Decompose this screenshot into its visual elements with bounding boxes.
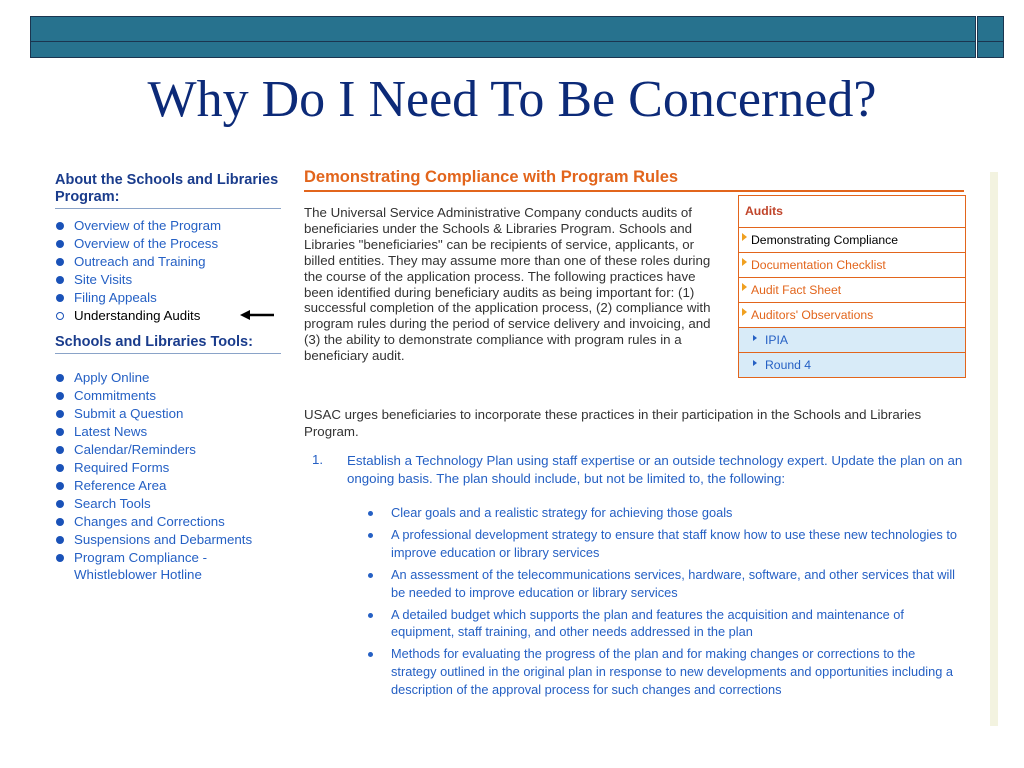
sidebar-item-submit-question[interactable] — [55, 405, 281, 423]
sidebar-item-label: Calendar/Reminders — [74, 442, 196, 458]
sidebar-list-tools — [55, 369, 281, 584]
sidebar-item-label: Site Visits — [74, 271, 133, 287]
audits-subitem-ipia[interactable] — [739, 328, 965, 353]
sidebar — [55, 172, 281, 584]
bullet-arrow-icon — [56, 536, 64, 544]
list-item-text: An assessment of the telecommunications services, hardware, software, and other services that will be needed to improve education or library services — [391, 566, 956, 600]
bullet-arrow-icon — [56, 482, 64, 490]
bullet-arrow-icon — [56, 428, 64, 436]
sidebar-item-label: Required Forms — [74, 459, 170, 475]
sidebar-item-label: Program Compliance - Whistleblower Hotline — [74, 549, 208, 583]
bullet-arrow-icon — [56, 240, 64, 248]
bullet-arrow-icon — [56, 374, 64, 382]
bullet-dot-icon — [368, 533, 373, 538]
bullet-arrow-icon — [56, 518, 64, 526]
sidebar-item-changes-corrections[interactable] — [55, 513, 281, 531]
top-bar-square — [977, 16, 1004, 58]
sidebar-item-label: Outreach and Training — [74, 253, 206, 269]
sidebar-item-label: Reference Area — [74, 477, 167, 493]
bullet-dot-icon — [368, 573, 373, 578]
sidebar-heading-tools: Schools and Libraries Tools: — [55, 334, 281, 354]
audits-header: Audits — [739, 196, 965, 228]
list-item — [364, 566, 964, 602]
bullet-arrow-icon — [56, 312, 64, 320]
sidebar-item-label: Commitments — [74, 388, 157, 404]
list-item — [364, 606, 964, 642]
sidebar-item-required-forms[interactable] — [55, 459, 281, 477]
sidebar-item-apply-online[interactable] — [55, 369, 281, 387]
sidebar-item-site-visits[interactable] — [55, 271, 281, 289]
audits-item-demonstrating-compliance[interactable] — [739, 228, 965, 253]
intro-paragraph: The Universal Service Administrative Company conducts audits of beneficiaries under the Schools & Libraries Program. Schools and Libraries "beneficiaries" can be recipients of service, applicants, or billed entities. They may assume more than one of these roles during the course of the application process. The following practices have been identified during beneficiary audits as being important for: (1) successful completion of the application process, (2) compliance with program rules during the period of service delivery and invoicing, and (3) the ability to demonstrate compliance with program rules in a beneficiary audit. — [304, 205, 711, 364]
sidebar-item-commitments[interactable] — [55, 387, 281, 405]
step-text: Establish a Technology Plan using staff expertise or an outside technology expert. Update the plan on an ongoing basis. The plan should include, but not be limited to, the following: — [347, 453, 963, 486]
audits-item-auditors-observations[interactable] — [739, 303, 965, 328]
left-arrow-icon — [240, 309, 274, 321]
audits-nav-box — [738, 195, 966, 378]
audits-item-label: Audit Fact Sheet — [751, 283, 842, 297]
bullet-arrow-icon — [56, 446, 64, 454]
bullet-arrow-icon — [56, 258, 64, 266]
sidebar-item-label: Filing Appeals — [74, 289, 157, 305]
sidebar-item-overview-program[interactable] — [55, 217, 281, 235]
bullet-dot-icon — [368, 652, 373, 657]
list-item — [364, 504, 964, 522]
sidebar-item-outreach[interactable] — [55, 253, 281, 271]
sidebar-item-label: Overview of the Program — [74, 218, 222, 233]
slide-top-bar — [30, 16, 1004, 58]
list-item — [364, 645, 964, 699]
audits-subitem-label: Round 4 — [765, 358, 812, 372]
bullet-arrow-icon — [56, 554, 64, 562]
sidebar-item-label: Latest News — [74, 424, 148, 440]
main-content — [304, 166, 966, 698]
usac-paragraph: USAC urges beneficiaries to incorporate these practices in their participation in the Schools and Libraries Program. — [304, 407, 922, 439]
bullet-arrow-icon — [56, 222, 64, 230]
sidebar-item-latest-news[interactable] — [55, 423, 281, 441]
sidebar-item-overview-process[interactable] — [55, 235, 281, 253]
list-item-text: Clear goals and a realistic strategy for achieving those goals — [391, 505, 733, 520]
sidebar-item-label: Apply Online — [74, 370, 150, 386]
audits-item-documentation-checklist[interactable] — [739, 253, 965, 278]
list-item-text: Methods for evaluating the progress of the plan and for making changes or corrections to the strategy outlined in the original plan in response to new developments and opportunities including a description of the approval process for such changes and corrections — [391, 646, 954, 698]
caret-right-icon — [742, 283, 747, 291]
list-item — [364, 526, 964, 562]
audits-item-label: Documentation Checklist — [751, 258, 886, 272]
sidebar-item-filing-appeals[interactable] — [55, 289, 281, 307]
sidebar-item-label: Overview of the Process — [74, 235, 219, 251]
sidebar-item-label: Search Tools — [74, 495, 151, 511]
bullet-dot-icon — [368, 613, 373, 618]
sidebar-item-label: Submit a Question — [74, 406, 184, 422]
sidebar-item-suspensions[interactable] — [55, 531, 281, 549]
sidebar-item-label: Changes and Corrections — [74, 513, 225, 529]
bullet-arrow-icon — [56, 294, 64, 302]
scrollbar[interactable] — [990, 172, 998, 726]
bullet-arrow-icon — [56, 276, 64, 284]
bullet-arrow-icon — [56, 464, 64, 472]
page-heading: Demonstrating Compliance with Program Rules — [304, 166, 964, 192]
audits-item-label: Demonstrating Compliance — [751, 233, 898, 247]
caret-right-icon — [742, 308, 747, 316]
bullet-dot-icon — [368, 511, 373, 516]
sidebar-item-whistleblower[interactable] — [55, 549, 281, 585]
top-bar-band — [30, 16, 976, 58]
caret-right-icon — [753, 335, 757, 341]
slide-title: Why Do I Need To Be Concerned? — [147, 71, 877, 128]
bullet-arrow-icon — [56, 410, 64, 418]
sidebar-item-reference-area[interactable] — [55, 477, 281, 495]
caret-right-icon — [742, 258, 747, 266]
audits-item-label: Auditors' Observations — [751, 308, 874, 322]
sidebar-heading-about: About the Schools and Libraries Program: — [55, 172, 281, 209]
caret-right-icon — [742, 233, 747, 241]
audits-item-fact-sheet[interactable] — [739, 278, 965, 303]
sidebar-item-label: Suspensions and Debarments — [74, 531, 253, 547]
sidebar-item-search-tools[interactable] — [55, 495, 281, 513]
audits-subitem-round-4[interactable] — [739, 353, 965, 377]
bullet-arrow-icon — [56, 500, 64, 508]
sidebar-item-calendar[interactable] — [55, 441, 281, 459]
list-item-text: A professional development strategy to ensure that staff know how to use these new technologies to improve education or library services — [391, 526, 958, 560]
step-number: 1. — [312, 452, 324, 467]
sidebar-item-label: Understanding Audits — [74, 307, 201, 323]
caret-right-icon — [753, 360, 757, 366]
bullet-arrow-icon — [56, 392, 64, 400]
plan-bullet-list — [364, 504, 964, 703]
list-item-text: A detailed budget which supports the plan and features the acquisition and maintenance of equipment, staff training, and other needs addressed in the plan — [391, 606, 904, 640]
audits-subitem-label: IPIA — [765, 333, 789, 347]
